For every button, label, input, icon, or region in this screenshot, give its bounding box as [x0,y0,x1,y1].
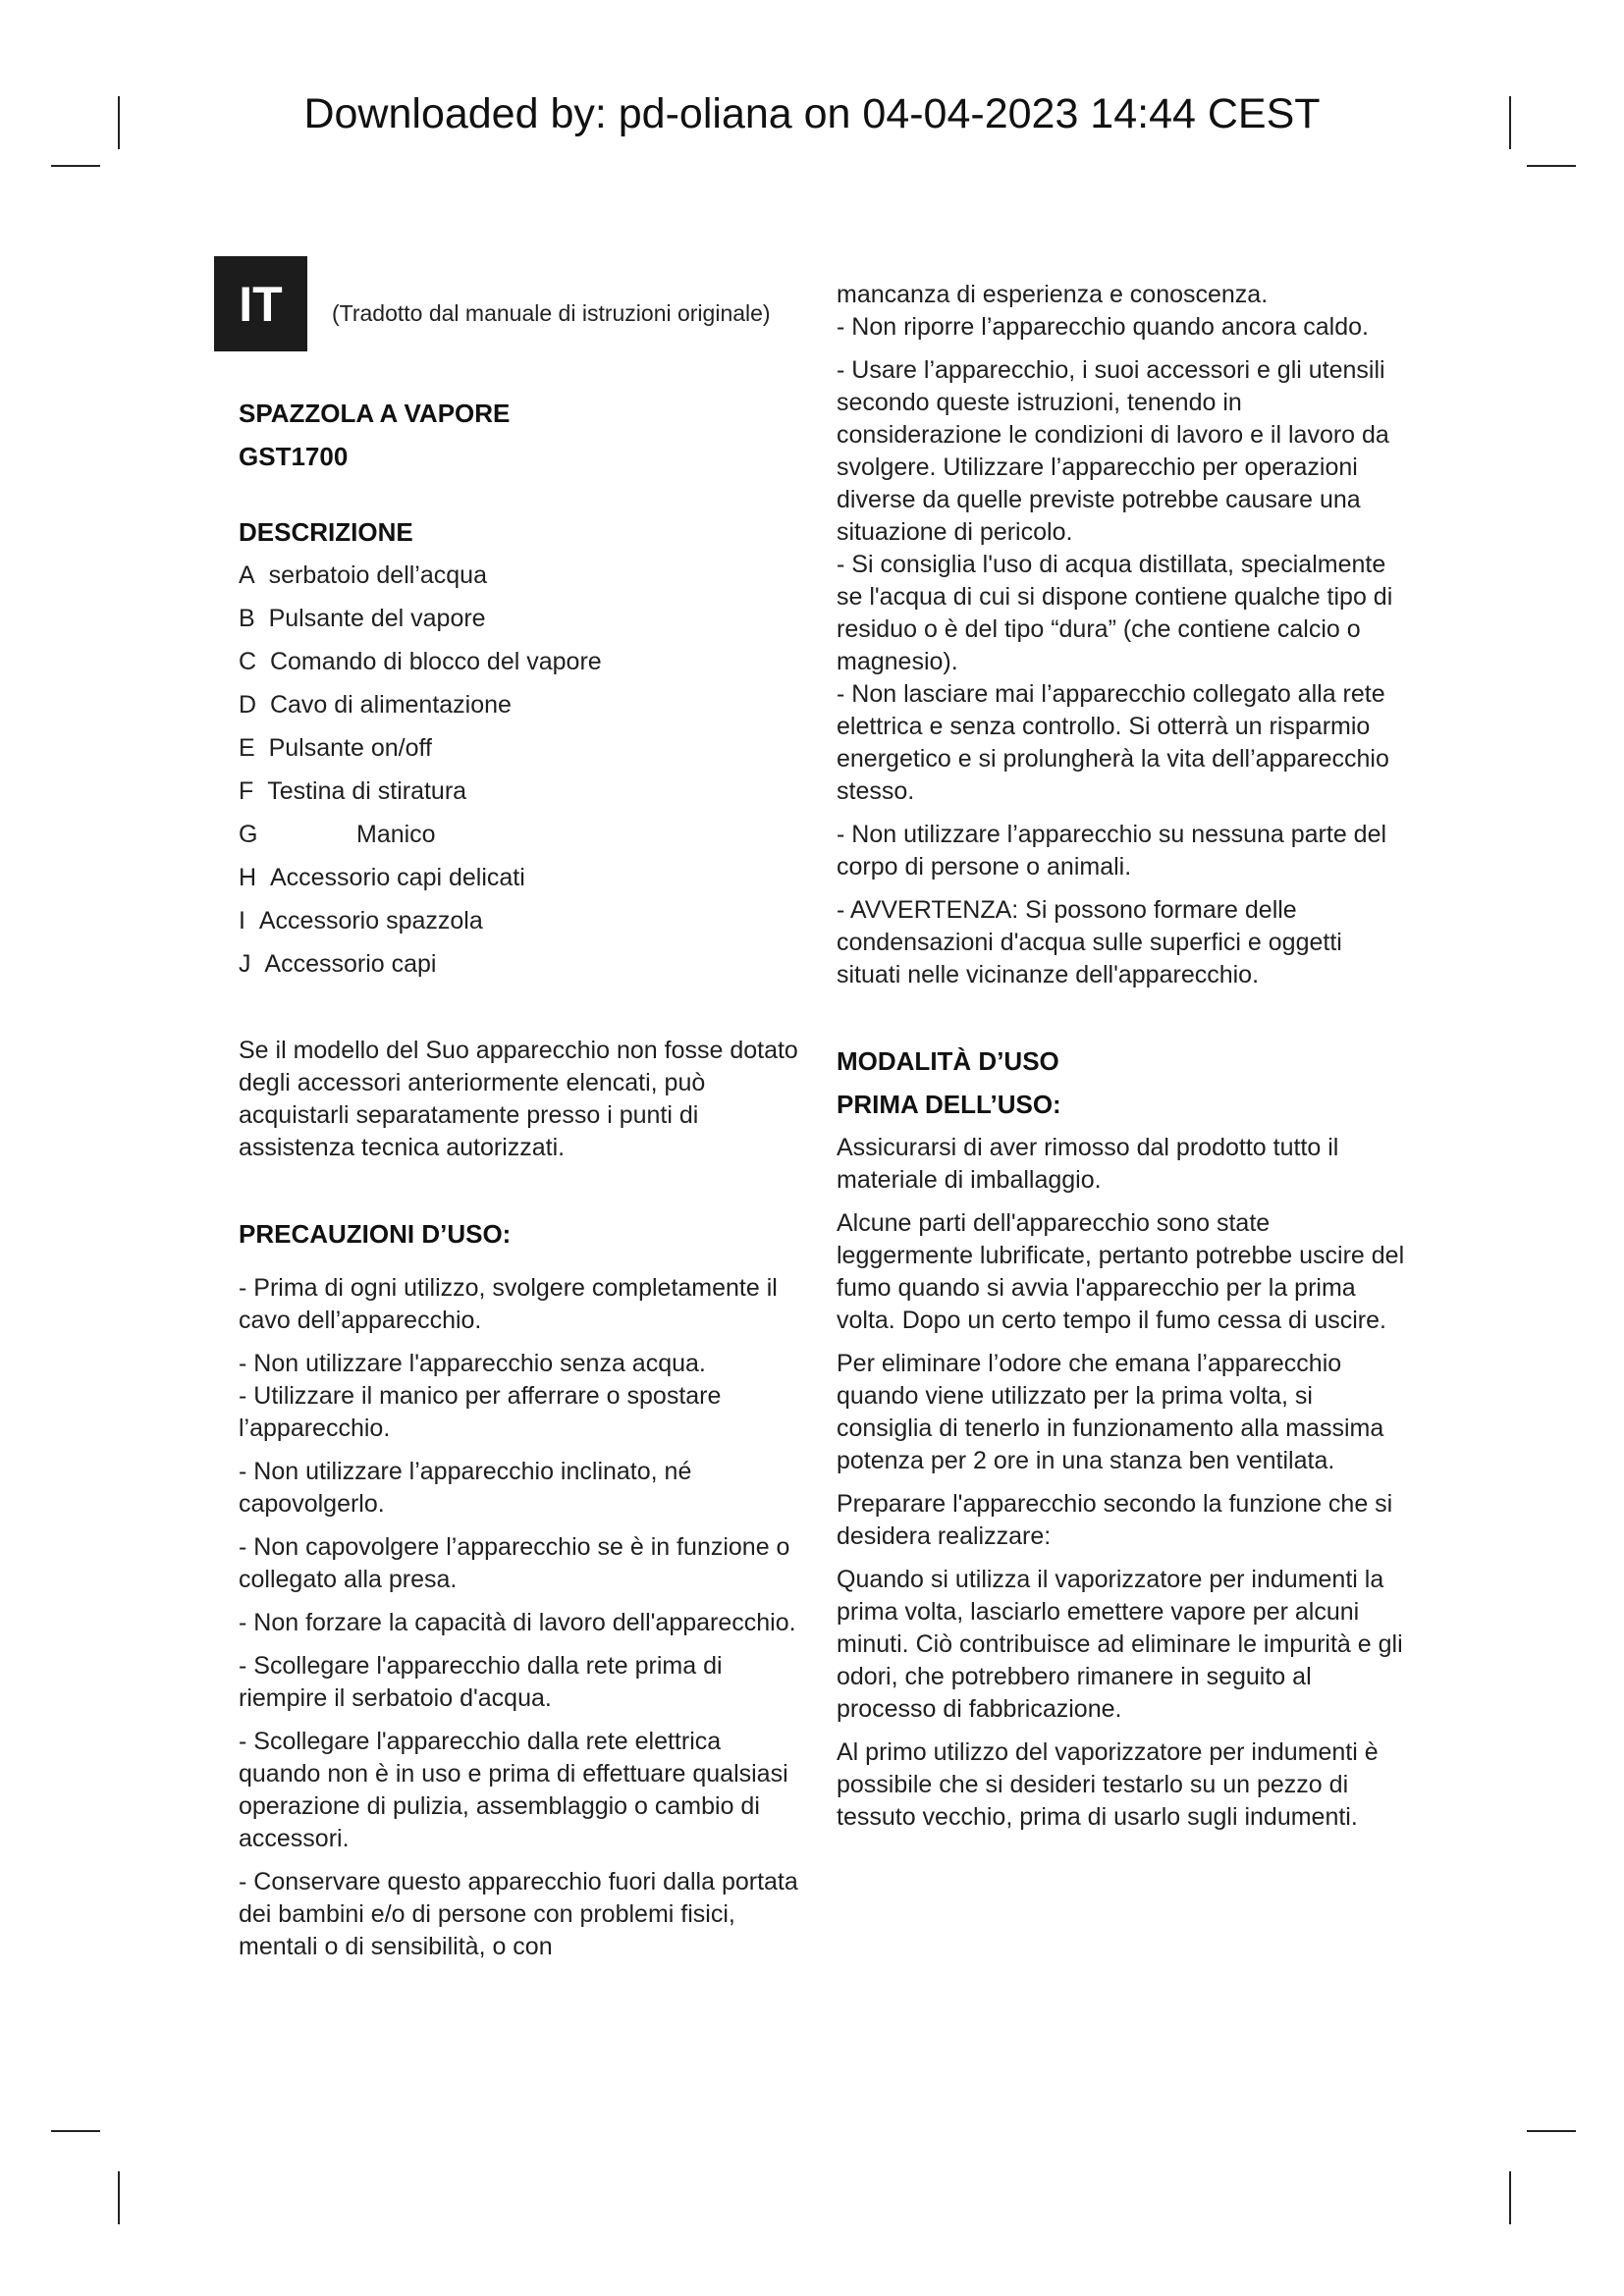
list-item: A serbatoio dell’acqua [239,561,487,589]
precaution-paragraph: - Scollegare l'apparecchio dalla rete prima di riempire il serbatoio d'acqua. [239,1652,723,1712]
before-use-heading: PRIMA DELL’USO: [837,1090,1061,1119]
usage-paragraph: Quando si utilizza il vaporizzatore per indumenti la prima volta, lasciarlo emettere vapore per alcuni minuti. Ciò contribuisce ad eliminare le impurità e gli odori, che potrebbero rimanere in seguito al processo di fabbricazione. [837,1566,1403,1723]
list-item: G Manico [239,821,436,848]
usage-paragraph: Preparare l'apparecchio secondo la funzione che si desidera realizzare: [837,1490,1393,1550]
translation-note: (Tradotto dal manuale di istruzioni originale) [332,300,771,326]
product-title: SPAZZOLA A VAPORE [239,399,511,428]
list-item: F Testina di stiratura [239,777,467,805]
precaution-paragraph: - Non capovolgere l’apparecchio se è in funzione o collegato alla presa. [239,1533,790,1593]
model-number: GST1700 [239,442,349,471]
precaution-paragraph: - Non forzare la capacità di lavoro dell'apparecchio. [239,1609,796,1636]
precaution-paragraph: - Si consiglia l'uso di acqua distillata, specialmente se l'acqua di cui si dispone contiene qualche tipo di residuo o è del tipo “dura” (che contiene calcio o magnesio). [837,551,1393,675]
download-notice: Downloaded by: pd-oliana on 04-04-2023 14:44 CEST [303,90,1321,137]
usage-paragraph: Per eliminare l’odore che emana l’apparecchio quando viene utilizzato per la prima volta, si consiglia di tenerlo in funzionamento alla massima potenza per 2 ore in una stanza ben ventilata. [837,1350,1384,1474]
crop-mark-bottom-right-vertical [1509,2171,1511,2224]
accessories-note: Se il modello del Suo apparecchio non fosse dotato degli accessori anteriormente elencati, può acquistarli separatamente presso i punti di assistenza tecnica autorizzati. [239,1037,798,1161]
list-item: I Accessorio spazzola [239,907,483,934]
precaution-paragraph: - Utilizzare il manico per afferrare o spostare l’apparecchio. [239,1382,722,1442]
crop-mark-bottom-left-vertical [118,2171,120,2224]
crop-mark-bottom-left-horizontal [51,2130,100,2132]
list-item: E Pulsante on/off [239,734,432,762]
right-column [837,279,1406,1834]
precaution-paragraph: - Non lasciare mai l’apparecchio collegato alla rete elettrica e senza controllo. Si otterrà un risparmio energetico e si prolungherà la vita dell’apparecchio stesso. [837,680,1389,805]
precaution-paragraph: - Prima di ogni utilizzo, svolgere completamente il cavo dell’apparecchio. [239,1274,778,1334]
precaution-paragraph: - Non utilizzare l’apparecchio inclinato, né capovolgerlo. [239,1458,692,1518]
list-item: B Pulsante del vapore [239,605,486,632]
description-heading: DESCRIZIONE [239,517,413,547]
precaution-paragraph: - Conservare questo apparecchio fuori dalla portata dei bambini e/o di persone con problemi fisici, mentali o di sensibilità, o con [239,1868,798,1960]
crop-mark-top-right-horizontal [1527,165,1576,167]
precaution-paragraph: - Non utilizzare l’apparecchio su nessuna parte del corpo di persone o animali. [837,821,1387,881]
precaution-paragraph: - Non utilizzare l'apparecchio senza acqua. [239,1350,706,1377]
list-item: C Comando di blocco del vapore [239,648,602,675]
usage-paragraph: Assicurarsi di aver rimosso dal prodotto tutto il materiale di imballaggio. [837,1134,1339,1194]
list-item: D Cavo di alimentazione [239,691,512,719]
precautions-heading: PRECAUZIONI D’USO: [239,1219,512,1249]
precaution-paragraph: mancanza di esperienza e conoscenza. [837,281,1269,308]
usage-paragraph: Alcune parti dell'apparecchio sono state leggermente lubrificate, pertanto potrebbe uscire del fumo quando si avvia l'apparecchio per la prima volta. Dopo un certo tempo il fumo cessa di uscire. [837,1209,1405,1334]
left-column [239,398,808,1963]
crop-mark-bottom-right-horizontal [1527,2130,1576,2132]
language-badge: IT [214,256,307,351]
list-item: J Accessorio capi [239,950,437,978]
usage-paragraph: Al primo utilizzo del vaporizzatore per indumenti è possibile che si desideri testarlo su un pezzo di tessuto vecchio, prima di usarlo sugli indumenti. [837,1738,1379,1831]
crop-mark-top-left-horizontal [51,165,100,167]
precaution-paragraph: - AVVERTENZA: Si possono formare delle condensazioni d'acqua sulle superfici e oggetti situati nelle vicinanze dell'apparecchio. [837,896,1342,988]
precaution-paragraph: - Scollegare l'apparecchio dalla rete elettrica quando non è in uso e prima di effettuare qualsiasi operazione di pulizia, assemblaggio o cambio di accessori. [239,1728,788,1852]
list-item: H Accessorio capi delicati [239,864,525,891]
precaution-paragraph: - Non riporre l’apparecchio quando ancora caldo. [837,313,1369,341]
usage-heading: MODALITÀ D’USO [837,1046,1059,1076]
precaution-paragraph: - Usare l’apparecchio, i suoi accessori e gli utensili secondo queste istruzioni, tenendo in considerazione le condizioni di lavoro e il lavoro da svolgere. Utilizzare l’apparecchio per operazioni diverse da quelle previste potrebbe causare una situazione di pericolo. [837,356,1389,546]
